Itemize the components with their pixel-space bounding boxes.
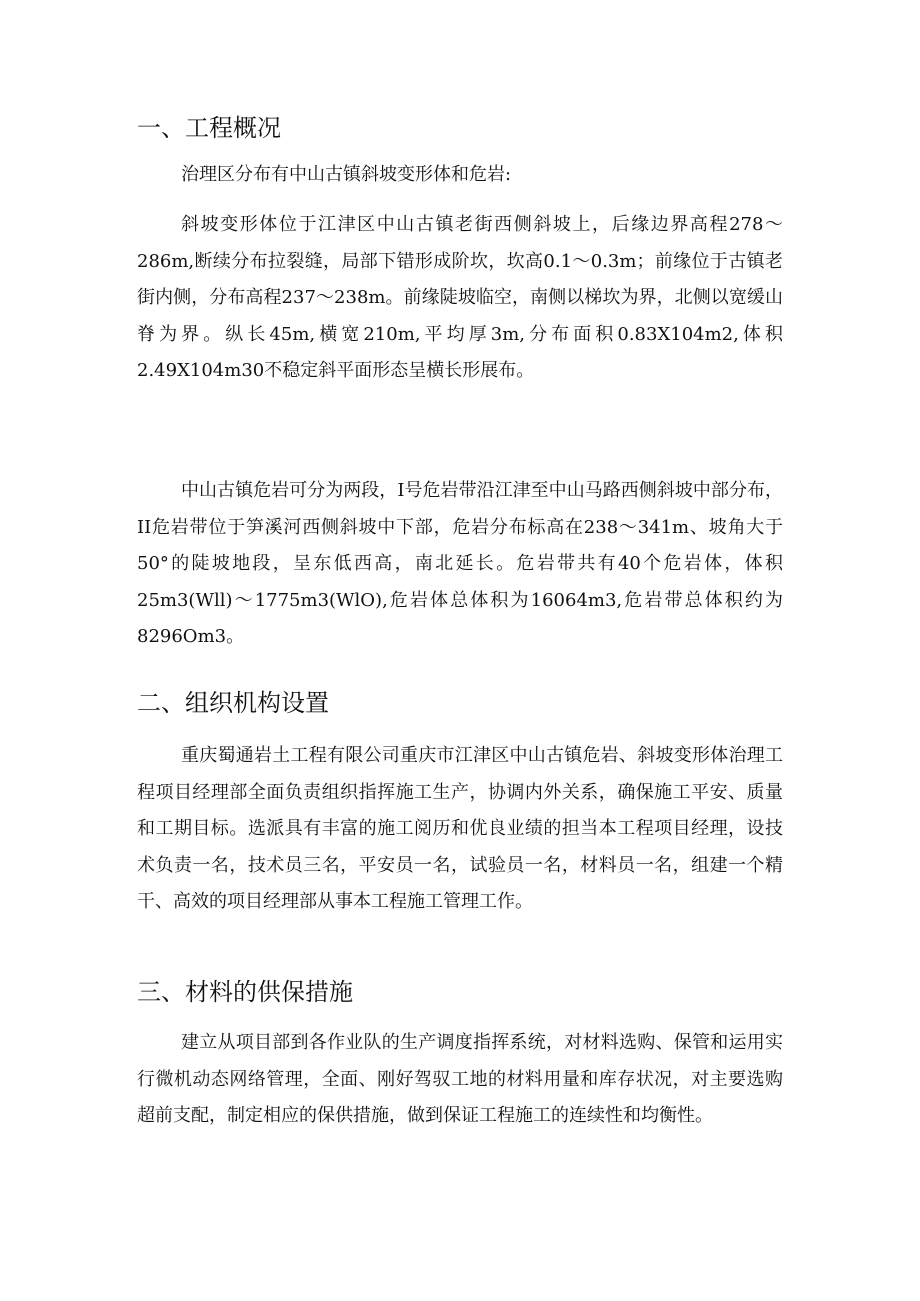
section-heading-overview: 一、工程概况	[137, 114, 281, 142]
materials-paragraph: 建立从项目部到各作业队的生产调度指挥系统，对材料选购、保管和运用实行微机动态网络管理，全面、刚好驾驭工地的材料用量和库存状况，对主要选购超前支配，制定相应的保供措施，做到保证工程施工的连续性和均衡性。	[137, 1032, 783, 1126]
organization-paragraph: 重庆蜀通岩土工程有限公司重庆市江津区中山古镇危岩、斜坡变形体治理工程项目经理部全面负责组织指挥施工生产，协调内外关系，确保施工平安、质量和工期目标。选派具有丰富的施工阅历和优良业绩的担当本工程项目经理，设技术负责一名，技术员三名，平安员一名，试验员一名，材料员一名，组建一个精干、高效的项目经理部从事本工程施工管理工作。	[137, 745, 783, 912]
slope-deformation-paragraph: 斜坡变形体位于江津区中山古镇老街西侧斜坡上，后缘边界高程278～286m,断续分布拉裂缝，局部下错形成阶坎，坎高0.1～0.3m；前缘位于古镇老街内侧，分布高程237～238m。前缘陡坡临空，南侧以梯坎为界，北侧以宽缓山脊为界。纵长45m,横宽210m,平均厚3m,分布面积0.83X104m2,体积2.49X104m30不稳定斜平面形态呈横长形展布。	[137, 214, 783, 381]
dangerous-rock-paragraph: 中山古镇危岩可分为两段，I号危岩带沿江津至中山马路西侧斜坡中部分布，II危岩带位于笋溪河西侧斜坡中下部，危岩分布标高在238～341m、坡角大于50°的陡坡地段，呈东低西高，南北延长。危岩带共有40个危岩体，体积25m3(Wll)～1775m3(WlO),危岩体总体积为16064m3,危岩带总体积约为8296Om3。	[137, 480, 783, 647]
section-heading-materials: 三、材料的供保措施	[137, 978, 353, 1006]
overview-intro-paragraph: 治理区分布有中山古镇斜坡变形体和危岩:	[181, 164, 512, 185]
section-heading-organization: 二、组织机构设置	[137, 689, 329, 717]
